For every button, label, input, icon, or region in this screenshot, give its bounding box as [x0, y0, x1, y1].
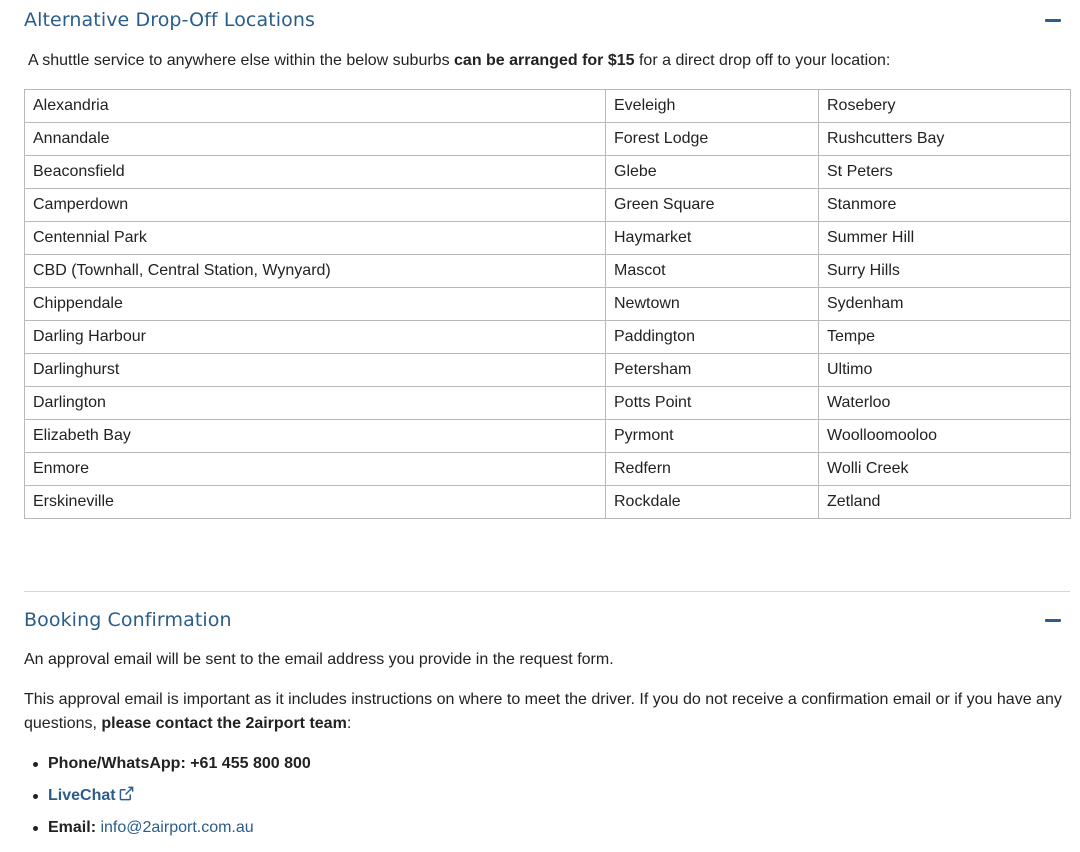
table-row — [25, 387, 1071, 420]
table-cell: Camperdown — [25, 189, 606, 222]
intro-text-end: for a direct drop off to your location: — [634, 52, 891, 69]
email-link[interactable]: info@2airport.com.au — [100, 819, 254, 836]
booking-collapse-button[interactable] — [1044, 611, 1062, 629]
table-row — [25, 420, 1071, 453]
table-cell: Surry Hills — [819, 255, 1071, 288]
table-cell: Woolloomooloo — [819, 420, 1071, 453]
table-cell: Sydenham — [819, 288, 1071, 321]
table-cell: Rosebery — [819, 90, 1071, 123]
bullet — [33, 794, 38, 799]
table-cell: Wolli Creek — [819, 453, 1071, 486]
para2-text: This approval email is important as it includes instructions on where to meet the driver. If you do not receive a confirmation email or if you have any questions, — [24, 691, 1062, 732]
alt-dropoff-section — [24, 0, 1070, 519]
contact-phone — [24, 748, 1070, 780]
table-cell: Elizabeth Bay — [25, 420, 606, 453]
contact-list — [24, 748, 1070, 844]
table-cell: Chippendale — [25, 288, 606, 321]
table-cell: Alexandria — [25, 90, 606, 123]
table-cell: Forest Lodge — [606, 123, 819, 156]
section-divider — [24, 591, 1070, 592]
contact-livechat — [24, 780, 1070, 812]
alt-dropoff-header[interactable] — [24, 0, 1070, 40]
table-row — [25, 189, 1071, 222]
booking-para-2 — [24, 688, 1070, 736]
table-cell: Ultimo — [819, 354, 1071, 387]
booking-section — [24, 600, 1070, 844]
suburbs-table — [24, 89, 1071, 519]
table-cell: Haymarket — [606, 222, 819, 255]
para2-end: : — [346, 715, 352, 732]
table-cell: CBD (Townhall, Central Station, Wynyard) — [25, 255, 606, 288]
table-row — [25, 222, 1071, 255]
table-cell: Beaconsfield — [25, 156, 606, 189]
alt-dropoff-collapse-button[interactable] — [1044, 11, 1062, 29]
contact-email — [24, 812, 1070, 844]
table-cell: Tempe — [819, 321, 1071, 354]
booking-para-1: An approval email will be sent to the email address you provide in the request form. — [24, 651, 614, 668]
bullet — [33, 826, 38, 831]
email-label: Email: — [48, 819, 101, 836]
table-cell: Glebe — [606, 156, 819, 189]
minus-icon — [1045, 19, 1061, 22]
alt-dropoff-intro — [24, 40, 1070, 80]
table-cell: Eveleigh — [606, 90, 819, 123]
intro-price: can be arranged for $15 — [454, 52, 635, 69]
table-cell: Zetland — [819, 486, 1071, 519]
table-row — [25, 486, 1071, 519]
table-cell: Rockdale — [606, 486, 819, 519]
livechat-label: LiveChat — [48, 787, 116, 804]
para2-bold: please contact the 2airport team — [101, 715, 347, 732]
table-row — [25, 453, 1071, 486]
table-cell: Redfern — [606, 453, 819, 486]
table-row — [25, 321, 1071, 354]
bullet — [33, 762, 38, 767]
table-row — [25, 255, 1071, 288]
table-cell: Erskineville — [25, 486, 606, 519]
table-row — [25, 288, 1071, 321]
external-link-icon — [119, 786, 134, 801]
alt-dropoff-title: Alternative Drop-Off Locations — [24, 9, 316, 31]
table-cell: Darling Harbour — [25, 321, 606, 354]
table-cell: Potts Point — [606, 387, 819, 420]
table-cell: Mascot — [606, 255, 819, 288]
table-cell: Centennial Park — [25, 222, 606, 255]
booking-header[interactable] — [24, 600, 1070, 640]
phone-text: Phone/WhatsApp: +61 455 800 800 — [48, 755, 311, 772]
livechat-link[interactable] — [48, 787, 134, 804]
table-cell: Pyrmont — [606, 420, 819, 453]
table-row — [25, 156, 1071, 189]
table-cell: Summer Hill — [819, 222, 1071, 255]
intro-text: A shuttle service to anywhere else within the below suburbs — [28, 52, 455, 69]
table-cell: Newtown — [606, 288, 819, 321]
table-cell: Enmore — [25, 453, 606, 486]
table-cell: Paddington — [606, 321, 819, 354]
table-cell: St Peters — [819, 156, 1071, 189]
table-cell: Darlinghurst — [25, 354, 606, 387]
minus-icon — [1045, 619, 1061, 622]
booking-title: Booking Confirmation — [24, 609, 232, 631]
table-cell: Petersham — [606, 354, 819, 387]
table-cell: Darlington — [25, 387, 606, 420]
table-row — [25, 354, 1071, 387]
table-cell: Stanmore — [819, 189, 1071, 222]
table-row — [25, 123, 1071, 156]
table-cell: Green Square — [606, 189, 819, 222]
table-cell: Rushcutters Bay — [819, 123, 1071, 156]
table-cell: Waterloo — [819, 387, 1071, 420]
table-cell: Annandale — [25, 123, 606, 156]
table-row — [25, 90, 1071, 123]
